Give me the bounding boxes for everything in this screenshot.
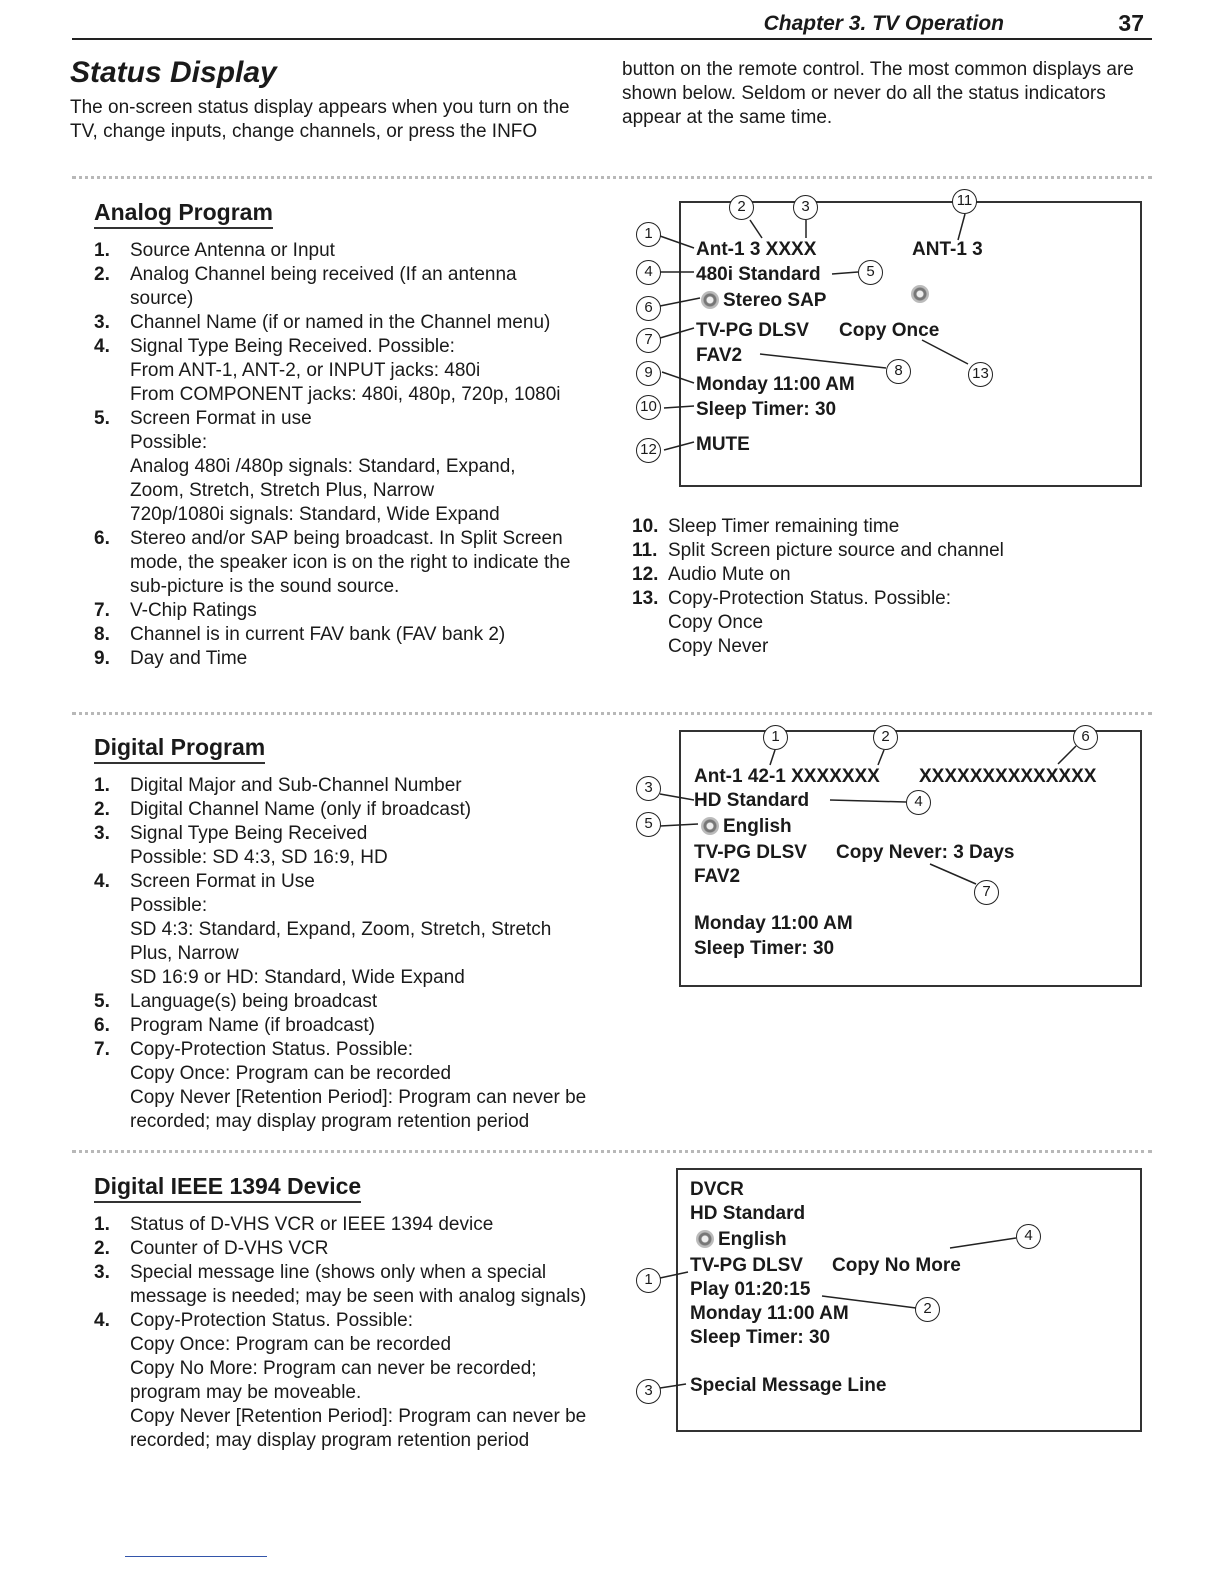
ieee-callout-4: 4 [1016,1224,1041,1249]
item-subline: Copy No More: Program can never be recorded; program may be moveable. [130,1358,537,1403]
item-text: Special message line (shows only when a special message is needed; may be seen with analog signals) [130,1262,587,1307]
item-text: Audio Mute on [668,564,791,585]
digital-callout-3: 3 [636,776,661,801]
screen-vcr-counter: Play 01:20:15 [690,1279,811,1300]
item-text: Sleep Timer remaining time [668,516,900,537]
ieee-section-title: Digital IEEE 1394 Device [94,1172,361,1203]
item-text: V-Chip Ratings [130,600,257,621]
item-subline: Copy Never [Retention Period]: Program can never be recorded; may display program retention period [130,1087,587,1132]
screen-vchip-rating: TV-PG DLSV [696,320,809,341]
item-subline: Copy Once: Program can be recorded [130,1334,452,1355]
analog-callout-11: 11 [952,189,977,214]
screen-fav-bank: FAV2 [696,345,743,366]
digital-callout-2: 2 [873,725,898,750]
item-number: 11. [632,540,658,561]
screen-signal-format: HD Standard [690,1203,806,1224]
screen-signal-format: 480i Standard [696,264,821,285]
item-text: Channel is in current FAV bank (FAV bank 2) [130,624,506,645]
item-number: 10. [632,516,659,537]
item-text: Digital Channel Name (only if broadcast) [130,799,472,820]
analog-callout-10: 10 [636,395,661,420]
item-subline: Copy Once: Program can be recorded [130,1063,452,1084]
intro-left: The on-screen status display appears when you turn on the TV, change inputs, change channels, or press the INFO [70,97,570,142]
analog-callout-2: 2 [729,195,754,220]
item-text: Analog Channel being received (If an antenna source) [130,264,517,309]
item-subline: 720p/1080i signals: Standard, Wide Expand [130,504,500,525]
digital-callout-4: 4 [906,790,931,815]
item-text: Signal Type Being Received [130,823,368,844]
item-number: 4. [94,871,110,892]
item-text: Digital Major and Sub-Channel Number [130,775,462,796]
item-number: 13. [632,588,659,609]
ieee-callout-1: 1 [636,1268,661,1293]
analog-callout-12: 12 [636,438,661,463]
ieee-callout-3: 3 [636,1379,661,1404]
screen-vchip-rating: TV-PG DLSV [690,1255,803,1276]
screen-mute: MUTE [696,434,750,455]
item-number: 4. [94,1310,110,1331]
screen-copy-status: Copy Once [839,320,940,341]
screen-signal-format: HD Standard [694,790,810,811]
item-number: 2. [94,1238,110,1259]
item-text: Language(s) being broadcast [130,991,378,1012]
item-text: Copy-Protection Status. Possible: [668,588,952,609]
item-subline: SD 4:3: Standard, Expand, Zoom, Stretch, Stretch Plus, Narrow [130,919,552,964]
analog-callout-4: 4 [636,260,661,285]
analog-callout-3: 3 [793,195,818,220]
footer-rule [125,1556,267,1557]
item-subline: Copy Never [Retention Period]: Program can never be recorded; may display program retention period [130,1406,587,1451]
screen-language: English [723,816,792,837]
analog-callout-6: 6 [636,296,661,321]
screen-sleep-timer: Sleep Timer: 30 [696,399,837,420]
item-text: Split Screen picture source and channel [668,540,1004,561]
analog-callout-9: 9 [636,361,661,386]
screen-day-time: Monday 11:00 AM [690,1303,849,1324]
item-number: 2. [94,264,110,285]
item-number: 4. [94,336,110,357]
item-text: Channel Name (if or named in the Channel menu) [130,312,551,333]
item-number: 3. [94,1262,110,1283]
item-number: 3. [94,312,110,333]
item-number: 1. [94,1214,110,1235]
item-number: 1. [94,775,110,796]
intro-right: button on the remote control. The most common displays are shown below. Seldom or never do all the status indicators appear at the same time. [622,59,1134,128]
screen-day-time: Monday 11:00 AM [696,374,855,395]
analog-callout-1: 1 [636,222,661,247]
digital-callout-7: 7 [974,880,999,905]
item-number: 7. [94,1039,110,1060]
screen-sleep-timer: Sleep Timer: 30 [694,938,835,959]
digital-callout-5: 5 [636,812,661,837]
analog-callout-8: 8 [886,359,911,384]
item-text: Screen Format in Use [130,871,315,892]
item-number: 7. [94,600,110,621]
item-number: 5. [94,991,110,1012]
ieee-callout-2: 2 [915,1297,940,1322]
item-text: Copy-Protection Status. Possible: [130,1310,414,1331]
screen-vchip-rating: TV-PG DLSV [694,842,807,863]
screen-special-message: Special Message Line [690,1375,887,1396]
item-text: Program Name (if broadcast) [130,1015,375,1036]
item-text: Copy-Protection Status. Possible: [130,1039,414,1060]
screen-split-source: ANT-1 3 [912,239,983,260]
item-text: Day and Time [130,648,248,669]
item-number: 6. [94,1015,110,1036]
screen-program-name: XXXXXXXXXXXXXX [919,766,1097,787]
analog-section-title: Analog Program [94,198,273,229]
item-subline: Possible: [130,895,208,916]
item-subline: Copy Once [668,612,764,633]
item-text: Status of D-VHS VCR or IEEE 1394 device [130,1214,494,1235]
item-subline: From ANT-1, ANT-2, or INPUT jacks: 480i [130,360,481,381]
screen-copy-status: Copy Never: 3 Days [836,842,1015,863]
screen-day-time: Monday 11:00 AM [694,913,853,934]
analog-callout-5: 5 [858,260,883,285]
item-subline: From COMPONENT jacks: 480i, 480p, 720p, 1080i [130,384,561,405]
item-subline: Possible: [130,432,208,453]
analog-callout-7: 7 [636,328,661,353]
item-subline: Copy Never [668,636,769,657]
screen-language: English [718,1229,787,1250]
item-number: 8. [94,624,110,645]
item-number: 3. [94,823,110,844]
screen-source-channel: Ant-1 3 XXXX [696,239,817,260]
screen-sleep-timer: Sleep Timer: 30 [690,1327,831,1348]
screen-copy-status: Copy No More [832,1255,961,1276]
page-number: 37 [1118,10,1144,36]
item-text: Stereo and/or SAP being broadcast. In Split Screen mode, the speaker icon is on the right to indicate the sub-picture is the sound source. [130,528,571,597]
analog-callout-13: 13 [968,362,993,387]
chapter-title: Chapter 3. TV Operation [763,12,1004,35]
screen-device-status: DVCR [690,1179,744,1200]
item-number: 2. [94,799,110,820]
screen-fav-bank: FAV2 [694,866,741,887]
page-title: Status Display [70,56,277,89]
item-text: Signal Type Being Received. Possible: [130,336,455,357]
item-text: Source Antenna or Input [130,240,335,261]
item-text: Counter of D-VHS VCR [130,1238,329,1259]
item-subline: SD 16:9 or HD: Standard, Wide Expand [130,967,465,988]
item-number: 9. [94,648,110,669]
screen-audio: Stereo SAP [723,290,827,311]
item-number: 6. [94,528,110,549]
screen-channel-number: Ant-1 42-1 XXXXXXX [694,766,880,787]
item-number: 12. [632,564,659,585]
digital-section-title: Digital Program [94,733,265,764]
digital-callout-6: 6 [1073,725,1098,750]
item-subline: Possible: SD 4:3, SD 16:9, HD [130,847,388,868]
item-text: Screen Format in use [130,408,312,429]
item-number: 5. [94,408,110,429]
item-subline: Analog 480i /480p signals: Standard, Expand, Zoom, Stretch, Stretch Plus, Narrow [130,456,516,501]
digital-callout-1: 1 [763,725,788,750]
item-number: 1. [94,240,110,261]
